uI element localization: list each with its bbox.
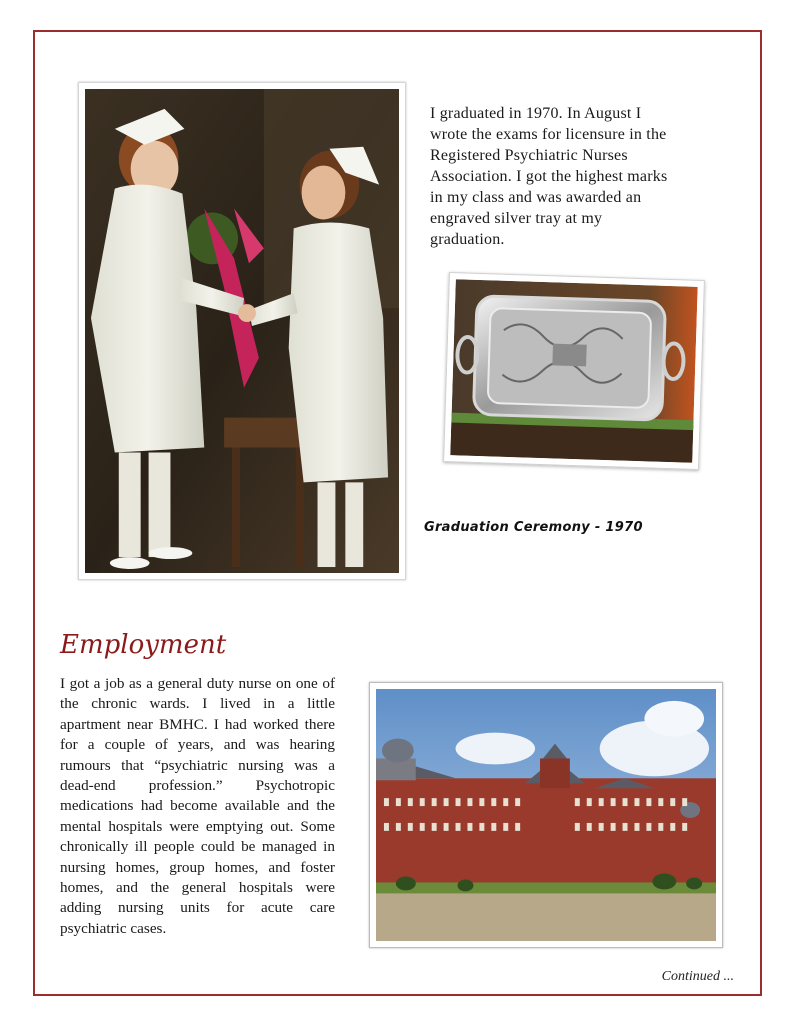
graduation-photo bbox=[78, 82, 406, 580]
hospital-photo bbox=[369, 682, 723, 948]
section-heading-employment: Employment bbox=[60, 630, 227, 660]
silver-tray-photo bbox=[443, 272, 705, 470]
intro-paragraph: I graduated in 1970. In August I wrote the exams for licensure in the Registered Psychiatric Nurses Association. I got the highest marks in my class and was awarded an engraved silver tray at my graduation. bbox=[430, 105, 668, 248]
employment-paragraph: I got a job as a general duty nurse on one of the chronic wards. I lived in a little apartment near BMHC. I had worked there for a couple of years, and was hearing rumours that “psychiatric nursing was a dead-end profession.” Psychotropic medications had become available and the mental hospitals were emptying out. Some chronically ill people could be managed in nursing homes, group homes, and foster homes, and the general hospitals were adding nursing units for acute care psychiatric cases. bbox=[60, 675, 335, 937]
continued-note: Continued ... bbox=[661, 969, 734, 984]
photo-caption: Graduation Ceremony - 1970 bbox=[424, 520, 643, 535]
